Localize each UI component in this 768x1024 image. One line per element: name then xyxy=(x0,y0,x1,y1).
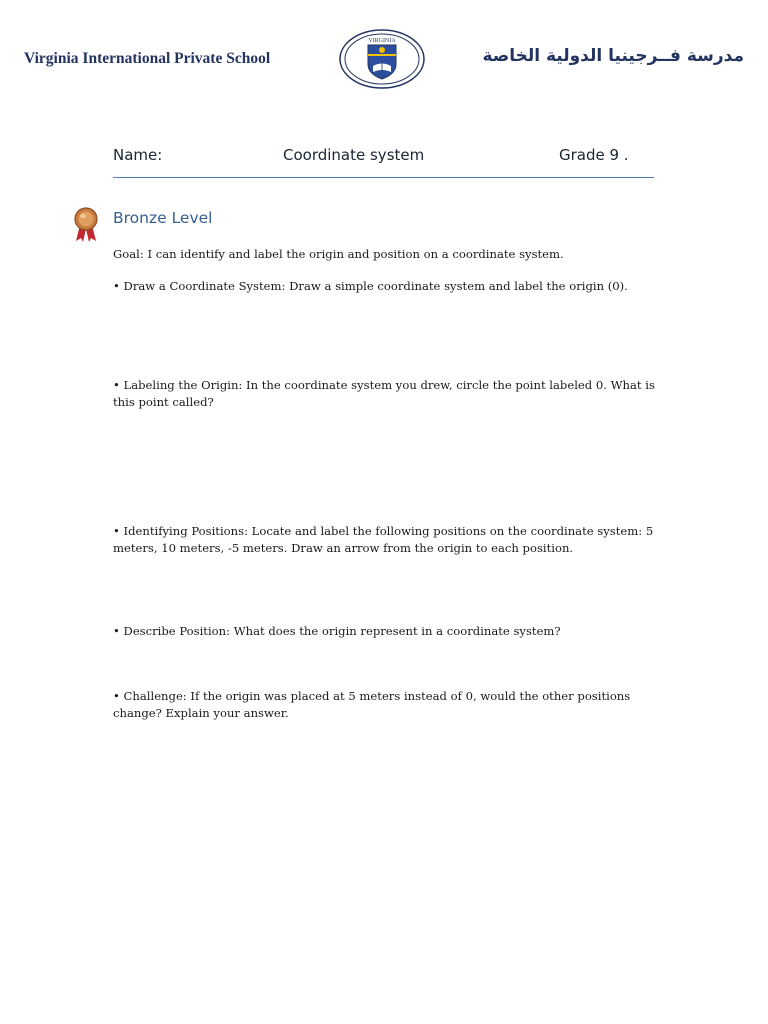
task-draw-coordinate-system: • Draw a Coordinate System: Draw a simple coordinate system and label the origin (0). xyxy=(113,279,628,293)
school-crest-icon xyxy=(337,28,427,90)
school-header xyxy=(0,28,768,92)
task-describe-position: • Describe Position: What does the origin represent in a coordinate system? xyxy=(113,624,561,638)
bronze-medal-icon xyxy=(72,207,100,243)
goal-text: Goal: I can identify and label the origin and position on a coordinate system. xyxy=(113,247,564,261)
worksheet-title-row xyxy=(113,146,654,170)
school-name-english: Virginia International Private School xyxy=(24,50,271,67)
title-divider xyxy=(113,177,654,178)
school-name-arabic: مدرسة فــرجينيا الدولية الخاصة xyxy=(482,46,744,66)
level-title: Bronze Level xyxy=(113,209,213,227)
name-label: Name: xyxy=(113,146,163,164)
worksheet-topic: Coordinate system xyxy=(283,146,425,164)
logo-text: VIRGINIA xyxy=(368,38,396,44)
task-identifying-positions: • Identifying Positions: Locate and label the following positions on the coordinate system: 5 meters, 10 meters, -5 meters. Draw an arrow from the origin to each position. xyxy=(113,524,654,555)
grade-label: Grade 9 . xyxy=(559,146,629,164)
task-labeling-origin: • Labeling the Origin: In the coordinate system you drew, circle the point labeled 0. What is this point called? xyxy=(113,378,655,409)
task-challenge: • Challenge: If the origin was placed at 5 meters instead of 0, would the other positions change? Explain your answer. xyxy=(113,689,631,720)
